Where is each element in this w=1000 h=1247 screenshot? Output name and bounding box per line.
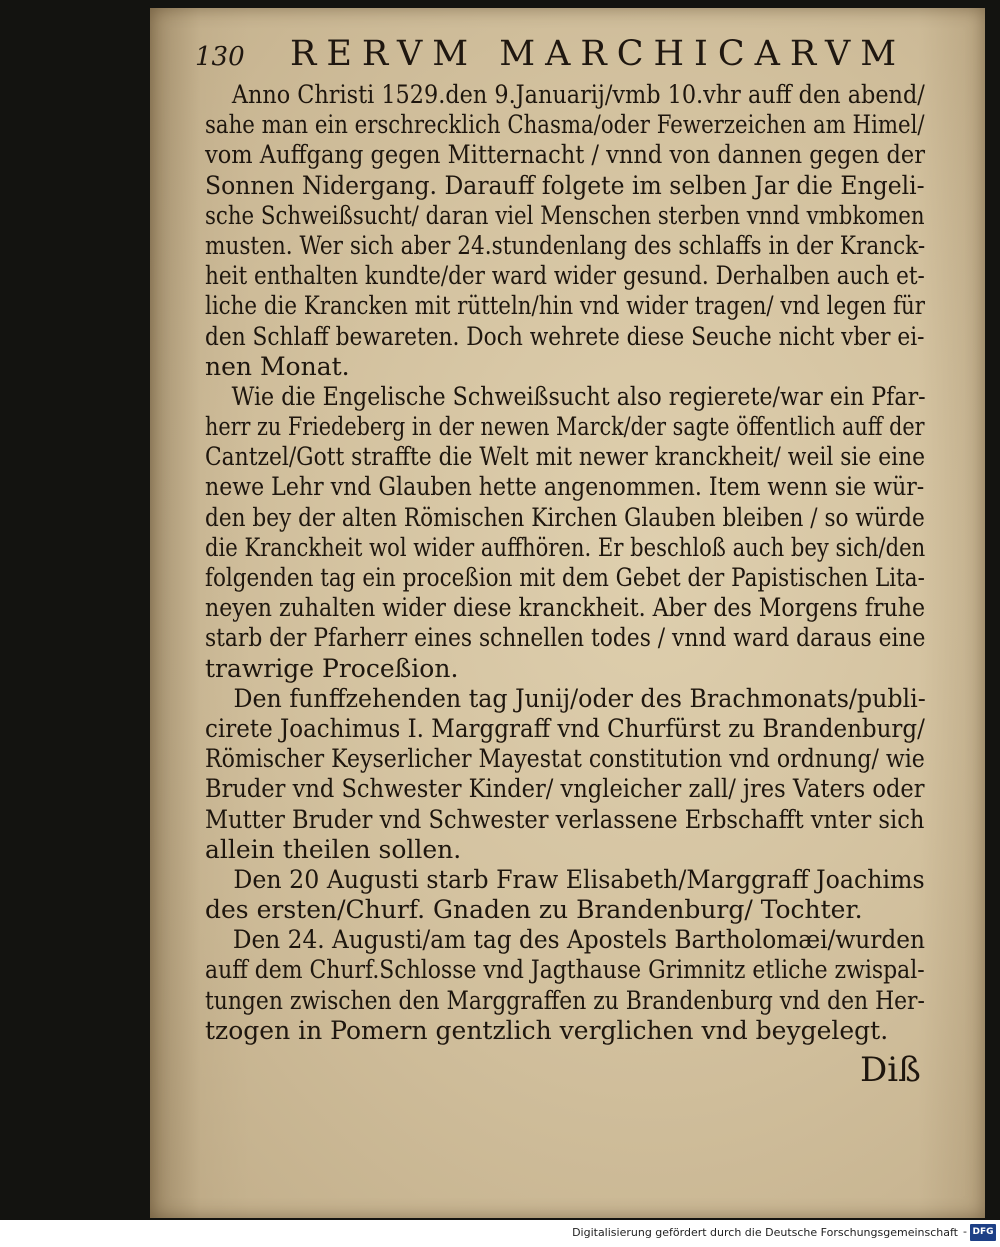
text-line: folgenden tag ein proceßion mit dem Gebet der Papistischen Lita- [205,563,925,592]
text-line: Cantzel/Gott straffte die Welt mit newer kranckheit/ weil sie eine [205,442,926,472]
text-line: neyen zuhalten wider diese kranckheit. Aber des Morgens fruhe [205,593,926,623]
text-line: Den funffzehenden tag Junij/oder des Brachmonats/publi- [233,683,926,713]
text-line: tungen zwischen den Marggraffen zu Brandenburg vnd den Her- [205,985,925,1015]
text-line: Bruder vnd Schwester Kinder/ vngleicher zall/ jres Vaters oder [205,774,925,804]
text-line: den bey der alten Römischen Kirchen Glauben bleiben / so würde [205,502,925,532]
text-line: sche Schweißsucht/ daran viel Menschen sterben vnnd vmbkomen [205,200,925,230]
text-line: newe Lehr vnd Glauben hette angenommen. Item wenn sie wür- [205,472,925,502]
footer-separator: - [963,1225,967,1238]
page-header [195,30,907,80]
body-text [205,80,925,1046]
digitization-footer [0,1220,1000,1247]
text-line: auff dem Churf.Schlosse vnd Jagthause Grimnitz etliche zwispal- [205,955,925,985]
text-line: Anno Christi 1529.den 9.Januarij/vmb 10.vhr auff den abend/ [231,80,925,109]
text-line: Den 20 Augusti starb Fraw Elisabeth/Marggraff Joachims [233,864,925,894]
text-line: trawrige Proceßion. [205,653,459,683]
text-line: vom Auffgang gegen Mitternacht / vnnd von dannen gegen der [205,140,925,170]
text-line: Sonnen Nidergang. Darauff folgete im selben Jar die Engeli- [205,170,925,200]
funding-credit: Digitalisierung gefördert durch die Deutsche Forschungsgemeinschaft [572,1226,958,1239]
catchword: Diß [860,1050,921,1090]
page-number: 130 [195,42,245,72]
text-line: starb der Pfarherr eines schnellen todes / vnnd ward daraus eine [205,623,926,653]
text-line: nen Monat. [205,351,350,381]
text-line: des ersten/Churf. Gnaden zu Brandenburg/ Tochter. [205,895,863,925]
text-line: Römischer Keyserlicher Mayestat constitution vnd ordnung/ wie [205,744,925,774]
text-line: liche die Krancken mit rütteln/hin vnd wider tragen/ vnd legen für [205,291,925,321]
text-line: heit enthalten kundte/der ward wider gesund. Derhalben auch et- [205,261,925,291]
text-line: Den 24. Augusti/am tag des Apostels Bartholomæi/wurden [232,925,925,955]
text-line: musten. Wer sich aber 24.stundenlang des schlaffs in der Kranck- [205,230,926,260]
text-line: herr zu Friedeberg in der newen Marck/der sagte öffentlich auff der [205,412,925,442]
text-line: Mutter Bruder vnd Schwester verlassene Erbschafft vnter sich [205,804,925,834]
text-line: cirete Joachimus I. Marggraff vnd Churfürst zu Brandenburg/ [205,713,925,743]
text-line: sahe man ein erschrecklich Chasma/oder Fewerzeichen am Himel/ [205,110,925,140]
text-line: den Schlaff bewareten. Doch wehrete diese Seuche nicht vber ei- [205,321,925,351]
text-line: tzogen in Pomern gentzlich verglichen vnd beygelegt. [205,1015,889,1045]
running-title: RERVM MARCHICARVM [290,34,907,74]
dfg-logo-icon: DFG [970,1224,996,1241]
text-line: die Kranckheit wol wider auffhören. Er beschloß auch bey sich/den [205,532,926,562]
text-line: allein theilen sollen. [205,834,462,864]
text-line: Wie die Engelische Schweißsucht also regierete/war ein Pfar- [231,381,926,411]
